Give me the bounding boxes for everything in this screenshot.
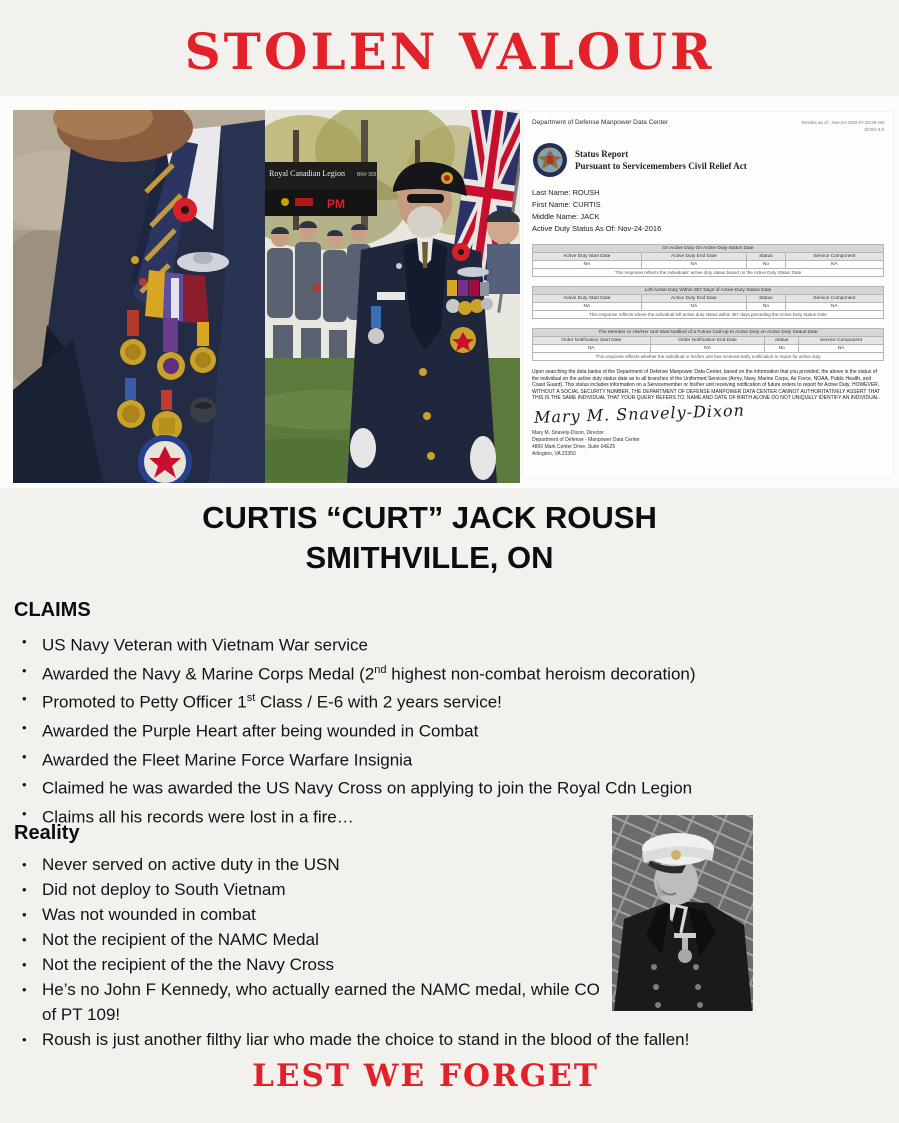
legion-sign <box>265 162 377 216</box>
white-glove <box>350 428 376 468</box>
claim-item: • US Navy Veteran with Vietnam War service <box>14 629 874 658</box>
field-status-date: Active Duty Status As Of: Nov-24-2016 <box>532 224 662 233</box>
doc-version: SCRA 3.0 <box>864 127 884 132</box>
reality-item: • He’s no John F Kennedy, who actually earned the NAMC medal, while CO of PT 109! <box>14 977 753 1027</box>
led-sign-text: PM <box>327 197 345 211</box>
doc-agency: Department of Defense Manpower Data Center <box>532 119 669 126</box>
doc-report-subtitle: Pursuant to Servicemembers Civil Relief Act <box>575 161 747 171</box>
legion-sign-number: BR# 393 <box>357 172 377 178</box>
reality-item: • Never served on active duty in the USN <box>14 852 753 877</box>
wing-insignia <box>457 267 489 277</box>
reality-list <box>14 852 753 1052</box>
claim-item: • Claimed he was awarded the US Navy Cross on applying to join the Royal Cdn Legion <box>14 772 874 801</box>
beard-gray <box>407 206 443 238</box>
dod-seal-icon <box>532 142 568 178</box>
reality-item: • Not the recipient of the the Navy Cross <box>14 952 753 977</box>
reality-item: • Not the recipient of the NAMC Medal <box>14 927 753 952</box>
doc-results-date: Results as of : Nov-24-2016 07:40:28 AM <box>801 120 884 125</box>
scra-document <box>523 112 893 478</box>
reality-item: • Did not deploy to South Vietnam <box>14 877 753 902</box>
call-up-notification-table: The Member or His/Her Unit Was Notified of a Future Call-Up to Active Duty on Active Duty Status Date Order Notification Start Date Order Notification End Date Status Service Component NA NA No NA This response reflects whether the individual or his/her unit has received early notification to report for active duty <box>532 328 884 361</box>
poppy-icon <box>452 243 470 261</box>
claims-list <box>14 629 874 830</box>
eagle-pin <box>177 252 229 272</box>
signature: Mary M. Snavely-Dixon <box>533 400 746 427</box>
signer-block: Mary M. Snavely-Dixon, Director Department of Defense - Manpower Data Center 4800 Mark Center Drive, Suite 04E25 Arlington, VA 22350 <box>532 429 640 457</box>
claims-section <box>14 599 874 830</box>
white-glove <box>470 436 496 480</box>
active-duty-table: On Active Duty On Active Duty Status Date Active Duty Start Date Active Duty End Date Status Service Component NA NA No NA This response reflects the individuals' active duty status based on the Active Duty Status Date <box>532 244 884 277</box>
doc-report-title: Status Report <box>575 149 629 159</box>
claim-item: • Awarded the Fleet Marine Force Warfare Insignia <box>14 744 874 773</box>
claims-heading: CLAIMS <box>14 599 91 621</box>
claim-item: • Awarded the Purple Heart after being wounded in Combat <box>14 715 874 744</box>
claim-item: • Claims all his records were lost in a fire… <box>14 801 874 830</box>
veteran-medals-illustration <box>13 110 265 483</box>
subject-name-line2: SMITHVILLE, ON <box>305 540 554 575</box>
reality-item: • Was not wounded in combat <box>14 902 753 927</box>
subject-name <box>0 498 879 578</box>
left-active-duty-table: Left Active Duty Within 367 Days of Active Duty Status Date Active Duty Start Date Active Duty End Date Status Service Component NA NA No NA This response reflects where the individual left active duty status within 367 days preceding the Active Duty Status Date <box>532 286 884 319</box>
page-title: STOLEN VALOUR <box>184 22 715 81</box>
ribbons <box>145 270 209 324</box>
doc-legal-text: Upon searching the data banks of the Department of Defense Manpower Data Center, based on the information that you provided, the above is the status of the individual on the active duty status date as to all branches of the Uniformed Services (Army, Navy, Marine Corps, Air Force, NOAA, Public Health, and Coast Guard). This status includes information on a Servicemember or his/her unit receiving notification of future orders to report for Active Duty. HOWEVER, WITHOUT A SOCIAL SECURITY NUMBER, THE DEPARTMENT OF DEFENSE MANPOWER DATA CENTER CANNOT AUTHORITATIVELY ASSERT THAT THIS IS THE SAME INDIVIDUAL THAT YOUR QUERY REFERS TO. NAME AND DATE OF BIRTH ALONE DO NOT UNIQUELY IDENTIFY AN INDIVIDUAL. <box>532 369 881 402</box>
sunglasses-icon <box>407 194 444 203</box>
cadet-face <box>486 210 520 294</box>
reality-item: • Roush is just another filthy liar who made the choice to stand in the blood of the fallen! <box>14 1027 753 1052</box>
legion-sign-text: Royal Canadian Legion <box>269 169 345 178</box>
field-last-name: Last Name: ROUSH <box>532 188 600 197</box>
poppy-icon <box>173 198 197 222</box>
legion-crest <box>141 438 189 483</box>
claim-item: • Promoted to Petty Officer 1st Class / E-6 with 2 years service! <box>14 686 874 715</box>
photo-strip <box>13 110 520 483</box>
reality-section <box>14 815 753 1052</box>
field-middle-name: Middle Name: JACK <box>532 212 600 221</box>
doc-meta <box>802 119 884 133</box>
subject-name-line1: CURTIS “CURT” JACK ROUSH <box>202 500 657 535</box>
veteran-parade-illustration <box>265 110 520 483</box>
veteran-parade-photo <box>265 110 520 483</box>
name-tag <box>377 292 405 300</box>
footer-motto: LEST WE FORGET <box>252 1058 599 1094</box>
claim-item: • Awarded the Navy & Marine Corps Medal (2nd highest non-combat heroism decoration) <box>14 658 874 687</box>
veteran-medals-photo <box>13 110 265 483</box>
reality-heading: Reality <box>14 822 80 844</box>
doc-fields <box>532 187 884 235</box>
doc-title-block <box>575 148 747 172</box>
field-first-name: First Name: CURTIS <box>532 200 601 209</box>
